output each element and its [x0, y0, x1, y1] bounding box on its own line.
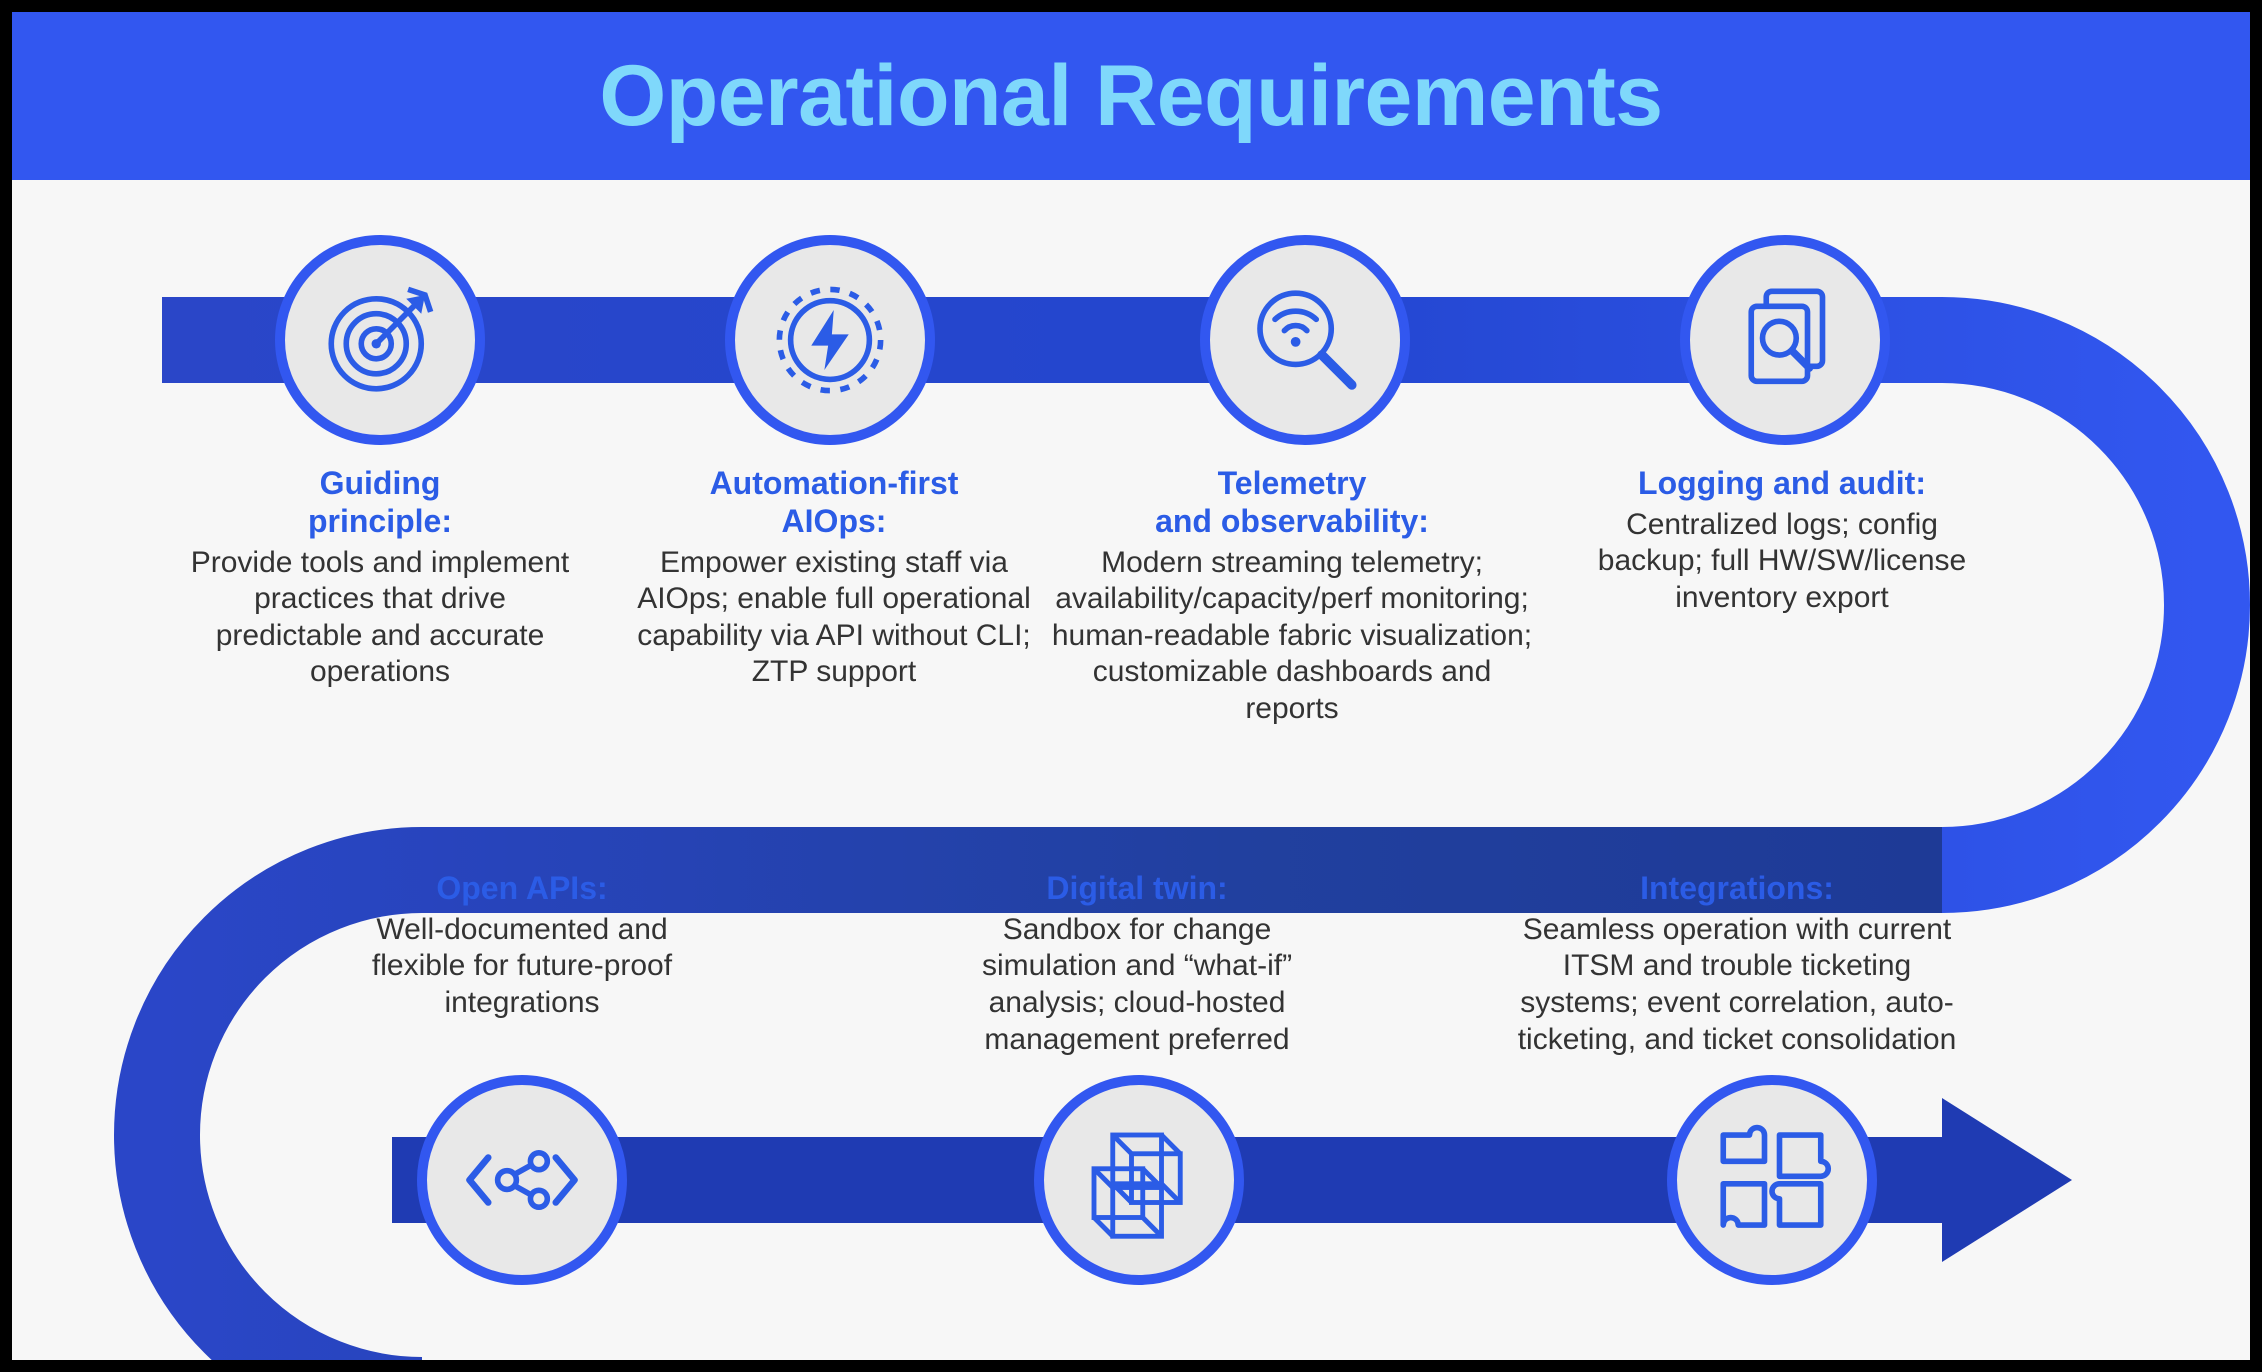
step-body: Centralized logs; config backup; full HW/SW/license inventory export	[1597, 507, 1967, 614]
node-open-apis[interactable]	[417, 1075, 627, 1285]
slide-header	[12, 12, 2250, 180]
puzzle-pieces-icon	[1712, 1120, 1832, 1240]
step-title: Digital twin:	[1046, 870, 1228, 906]
step-block-guiding-principle	[180, 465, 580, 691]
node-guiding-principle[interactable]	[275, 235, 485, 445]
step-title: Guiding principle:	[307, 465, 452, 539]
code-share-icon	[462, 1120, 582, 1240]
step-block-telemetry-observability	[1042, 465, 1542, 727]
step-block-open-apis	[342, 870, 702, 1022]
node-integrations[interactable]	[1667, 1075, 1877, 1285]
step-body: Empower existing staff via AIOps; enable full operational capability via API without CLI; ZTP support	[637, 545, 1031, 689]
step-body: Modern streaming telemetry; availability/capacity/perf monitoring; human-readable fabric visualization; customizable dashboards and reports	[1051, 545, 1533, 725]
diagram-canvas	[12, 180, 2250, 1360]
step-title: Open APIs:	[436, 870, 608, 906]
step-block-digital-twin	[952, 870, 1322, 1058]
step-body: Sandbox for change simulation and “what-if” analysis; cloud-hosted management preferred	[981, 912, 1293, 1056]
step-block-automation-first-aiops	[624, 465, 1044, 691]
node-digital-twin[interactable]	[1034, 1075, 1244, 1285]
step-body: Seamless operation with current ITSM and trouble ticketing systems; event correlation, auto-ticketing, and ticket consolidation	[1517, 912, 1957, 1056]
document-magnifier-icon	[1725, 280, 1845, 400]
step-title: Logging and audit:	[1638, 465, 1926, 501]
step-body: Provide tools and implement practices that drive predictable and accurate operations	[190, 545, 570, 689]
gear-lightning-icon	[770, 280, 890, 400]
target-arrow-icon	[320, 280, 440, 400]
step-title: Integrations:	[1640, 870, 1834, 906]
step-block-integrations	[1512, 870, 1962, 1058]
node-automation-first-aiops[interactable]	[725, 235, 935, 445]
step-title: Telemetry and observability:	[1155, 465, 1429, 539]
step-block-logging-audit	[1582, 465, 1982, 617]
magnifier-signal-icon	[1245, 280, 1365, 400]
node-telemetry-observability[interactable]	[1200, 235, 1410, 445]
step-body: Well-documented and flexible for future-proof integrations	[371, 912, 673, 1019]
page-title: Operational Requirements	[599, 48, 1663, 144]
node-logging-audit[interactable]	[1680, 235, 1890, 445]
slide	[12, 12, 2250, 1360]
step-title: Automation-first AIOps:	[709, 465, 959, 539]
cube-wireframe-icon	[1079, 1120, 1199, 1240]
